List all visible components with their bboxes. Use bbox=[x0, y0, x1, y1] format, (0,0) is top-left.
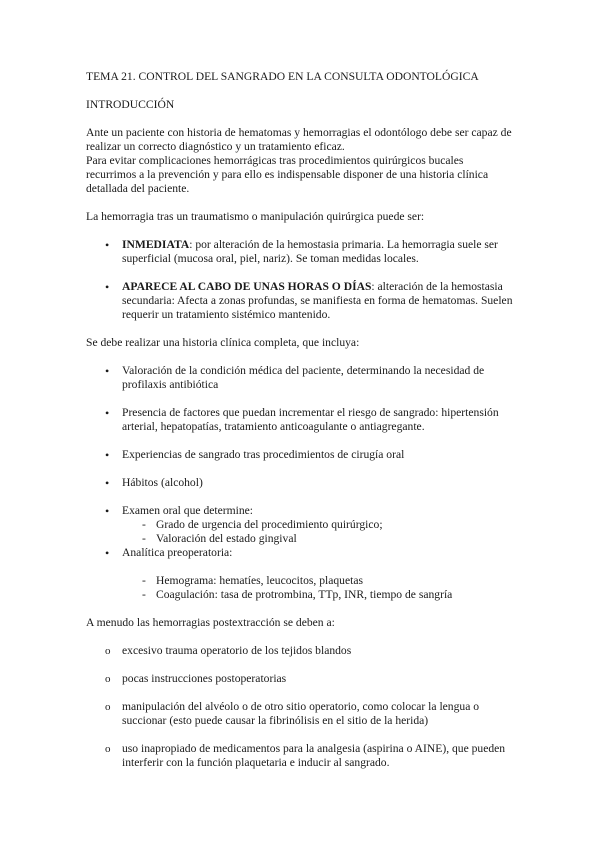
item-text: Presencia de factores que puedan incrementar el riesgo de sangrado: hipertensión arterial, hepatopatías, tratamiento anticoagulante o antiagregante. bbox=[122, 406, 499, 433]
bullet-icon bbox=[105, 448, 115, 463]
list-item bbox=[86, 742, 516, 770]
document-title: TEMA 21. CONTROL DEL SANGRADO EN LA CONSULTA ODONTOLÓGICA bbox=[86, 70, 479, 83]
document-page bbox=[86, 70, 516, 770]
bullet-icon bbox=[105, 364, 115, 379]
list-item bbox=[86, 280, 516, 322]
list-item bbox=[86, 476, 516, 490]
causes-intro: A menudo las hemorragias postextracción se deben a: bbox=[86, 616, 335, 629]
hemorrhage-type-list bbox=[86, 238, 516, 322]
item-text: Grado de urgencia del procedimiento quirúrgico; bbox=[156, 518, 383, 531]
history-intro: Se debe realizar una historia clínica completa, que incluya: bbox=[86, 336, 360, 349]
circle-bullet-icon bbox=[105, 742, 115, 756]
item-text: Examen oral que determine: bbox=[122, 504, 254, 517]
item-text: Valoración del estado gingival bbox=[156, 532, 297, 545]
item-text: : por alteración de la hemostasia primaria. La hemorragia suele ser superficial (mucosa oral, piel, nariz). Se toman medidas locales. bbox=[122, 238, 498, 265]
bullet-icon bbox=[105, 280, 115, 295]
circle-bullet-icon bbox=[105, 644, 115, 658]
item-text: pocas instrucciones postoperatorias bbox=[122, 672, 287, 685]
item-text: Experiencias de sangrado tras procedimientos de cirugía oral bbox=[122, 448, 405, 461]
circle-bullet-icon bbox=[105, 672, 115, 686]
item-text: manipulación del alvéolo o de otro sitio operatorio, como colocar la lengua o succionar (esto puede causar la fibrinólisis en el sitio de la herida) bbox=[122, 700, 480, 727]
item-text: Analítica preoperatoria: bbox=[122, 546, 233, 559]
intro-paragraph: Para evitar complicaciones hemorrágicas tras procedimientos quirúrgicos bucales recurrimos a la prevención y para ello es indispensable disponer de una historia clínica detallada del paciente. bbox=[86, 154, 489, 195]
intro-paragraph: Ante un paciente con historia de hematomas y hemorragias el odontólogo debe ser capaz de realizar un correcto diagnóstico y un tratamiento eficaz. bbox=[86, 126, 512, 153]
bullet-icon bbox=[105, 406, 115, 421]
bold-term: APARECE AL CABO DE UNAS HORAS O DÍAS bbox=[122, 280, 372, 293]
sub-list-item bbox=[86, 588, 516, 602]
list-item bbox=[86, 238, 516, 266]
bullet-icon bbox=[105, 504, 115, 519]
bullet-icon bbox=[105, 238, 115, 253]
list-item bbox=[86, 448, 516, 462]
list-item bbox=[86, 364, 516, 392]
item-text: : alteración de la hemostasia secundaria: Afecta a zonas profundas, se manifiesta en forma de hematomas. Suelen requerir un tratamiento sistémico mantenido. bbox=[122, 280, 513, 321]
item-text: uso inapropiado de medicamentos para la analgesia (aspirina o AINE), que pueden interferir con la función plaquetaria e inducir al sangrado. bbox=[122, 742, 506, 769]
dash-icon: - bbox=[142, 574, 146, 587]
item-text: Hábitos (alcohol) bbox=[122, 476, 203, 489]
sub-list-item bbox=[86, 532, 516, 546]
section-heading: INTRODUCCIÓN bbox=[86, 98, 175, 111]
history-list bbox=[86, 364, 516, 602]
hemorrhage-intro: La hemorragia tras un traumatismo o manipulación quirúrgica puede ser: bbox=[86, 210, 425, 223]
item-text: excesivo trauma operatorio de los tejidos blandos bbox=[122, 644, 352, 657]
list-item bbox=[86, 546, 516, 560]
causes-list bbox=[86, 644, 516, 770]
sub-list-item bbox=[86, 574, 516, 588]
dash-icon: - bbox=[142, 518, 146, 531]
dash-icon: - bbox=[142, 588, 146, 601]
dash-icon: - bbox=[142, 532, 146, 545]
item-text: Coagulación: tasa de protrombina, TTp, INR, tiempo de sangría bbox=[156, 588, 453, 601]
bullet-icon bbox=[105, 476, 115, 491]
list-item bbox=[86, 672, 516, 686]
list-item bbox=[86, 406, 516, 434]
bullet-icon bbox=[105, 546, 115, 561]
item-text: Hemograma: hematíes, leucocitos, plaquetas bbox=[156, 574, 364, 587]
item-text: Valoración de la condición médica del paciente, determinando la necesidad de profilaxis antibiótica bbox=[122, 364, 485, 391]
list-item bbox=[86, 644, 516, 658]
list-item bbox=[86, 700, 516, 728]
list-item bbox=[86, 504, 516, 518]
circle-bullet-icon bbox=[105, 700, 115, 714]
bold-term: INMEDIATA bbox=[122, 238, 190, 251]
sub-list-item bbox=[86, 518, 516, 532]
